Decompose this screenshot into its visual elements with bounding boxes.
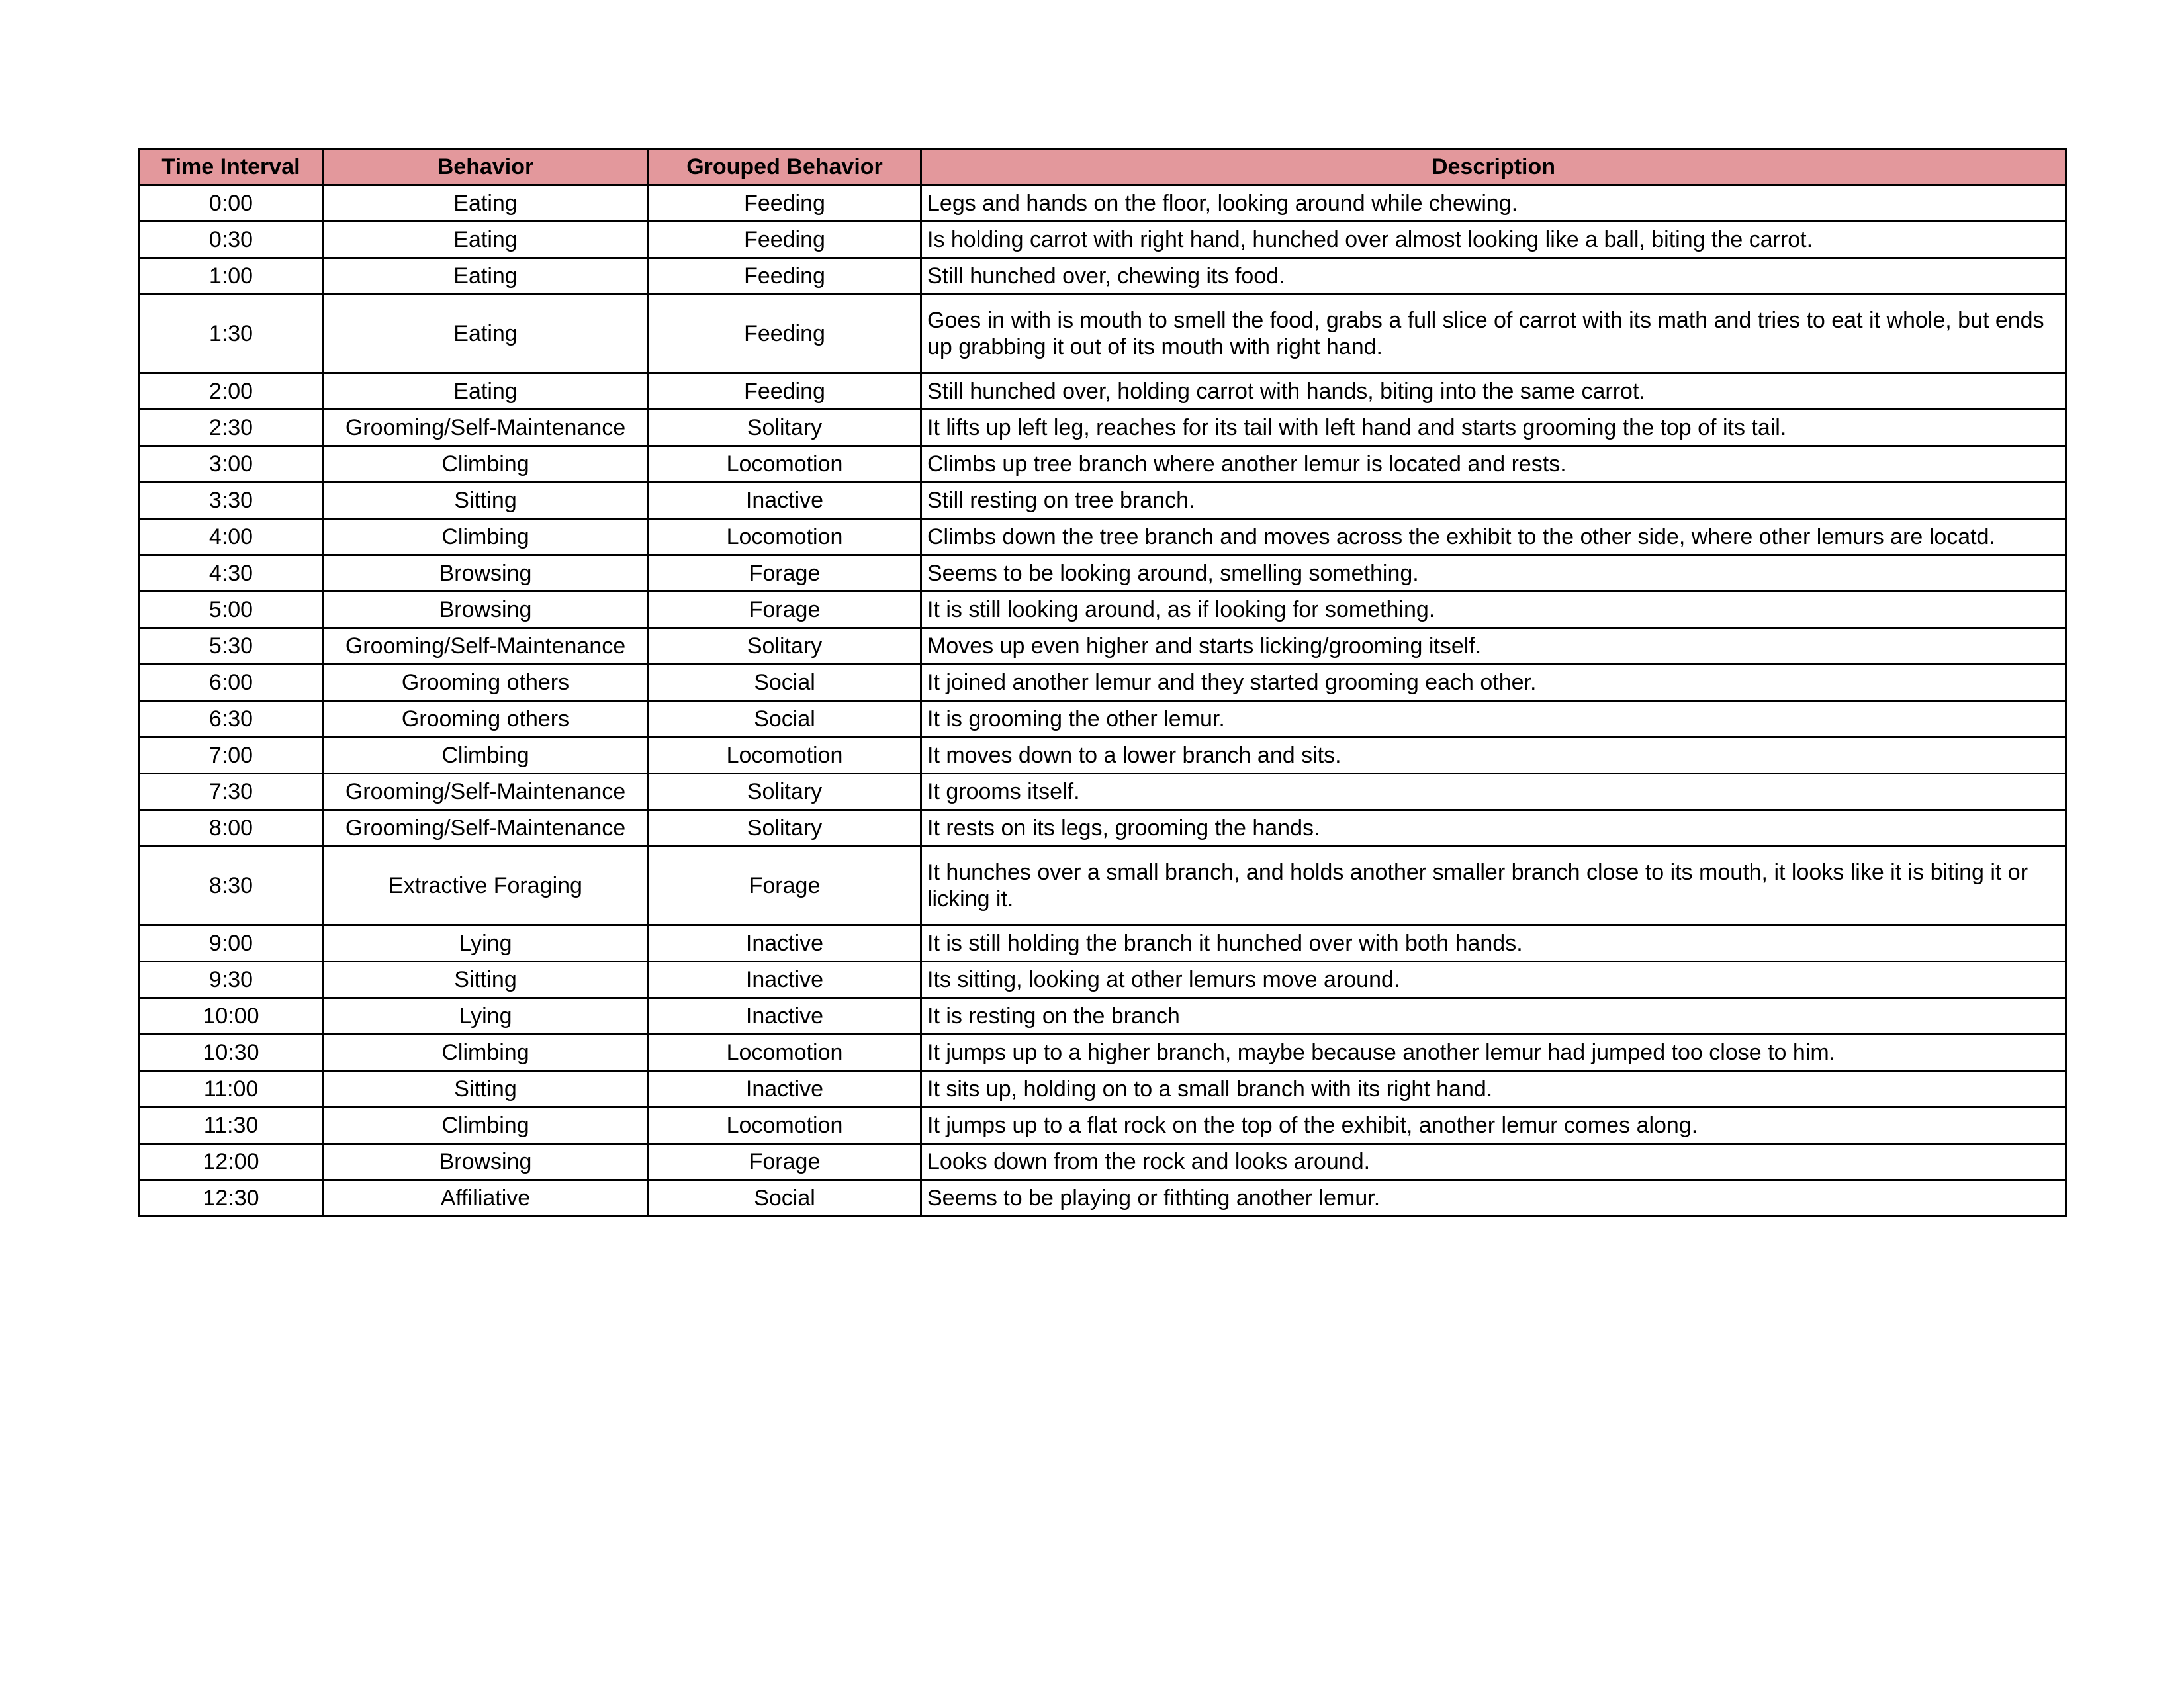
cell-behavior: Browsing <box>323 1144 649 1180</box>
cell-behavior: Browsing <box>323 592 649 628</box>
cell-behavior: Eating <box>323 222 649 258</box>
cell-behavior: Climbing <box>323 1107 649 1144</box>
header-behavior: Behavior <box>323 149 649 185</box>
cell-time: 2:30 <box>140 410 323 446</box>
cell-group: Inactive <box>649 925 921 962</box>
cell-time: 11:00 <box>140 1071 323 1107</box>
header-description: Description <box>921 149 2066 185</box>
cell-group: Feeding <box>649 185 921 222</box>
cell-time: 3:00 <box>140 446 323 483</box>
cell-time: 1:00 <box>140 258 323 295</box>
table-row <box>140 258 2066 295</box>
table-row <box>140 222 2066 258</box>
cell-group: Inactive <box>649 998 921 1035</box>
cell-group: Forage <box>649 592 921 628</box>
table-row <box>140 810 2066 847</box>
table-row <box>140 998 2066 1035</box>
cell-description: It is still looking around, as if looking for something. <box>921 592 2066 628</box>
cell-time: 1:30 <box>140 295 323 373</box>
cell-behavior: Eating <box>323 295 649 373</box>
cell-time: 8:30 <box>140 847 323 925</box>
cell-behavior: Grooming others <box>323 665 649 701</box>
cell-behavior: Climbing <box>323 446 649 483</box>
table-row <box>140 373 2066 410</box>
header-row <box>140 149 2066 185</box>
cell-behavior: Sitting <box>323 483 649 519</box>
cell-group: Forage <box>649 555 921 592</box>
cell-group: Forage <box>649 847 921 925</box>
cell-group: Social <box>649 665 921 701</box>
table-body <box>140 185 2066 1217</box>
cell-group: Locomotion <box>649 519 921 555</box>
cell-description: It joined another lemur and they started grooming each other. <box>921 665 2066 701</box>
cell-behavior: Eating <box>323 373 649 410</box>
cell-time: 8:00 <box>140 810 323 847</box>
table-row <box>140 1144 2066 1180</box>
cell-behavior: Climbing <box>323 737 649 774</box>
table-row <box>140 1107 2066 1144</box>
cell-time: 5:00 <box>140 592 323 628</box>
cell-group: Inactive <box>649 1071 921 1107</box>
cell-description: Seems to be looking around, smelling something. <box>921 555 2066 592</box>
cell-time: 4:00 <box>140 519 323 555</box>
cell-time: 6:00 <box>140 665 323 701</box>
cell-time: 11:30 <box>140 1107 323 1144</box>
cell-time: 12:00 <box>140 1144 323 1180</box>
table-row <box>140 925 2066 962</box>
table-row <box>140 628 2066 665</box>
cell-description: It lifts up left leg, reaches for its tail with left hand and starts grooming the top of its tail. <box>921 410 2066 446</box>
table-row <box>140 592 2066 628</box>
cell-description: Still hunched over, holding carrot with hands, biting into the same carrot. <box>921 373 2066 410</box>
table-row <box>140 483 2066 519</box>
behavior-table <box>138 148 2067 1217</box>
cell-group: Social <box>649 1180 921 1217</box>
table-row <box>140 1180 2066 1217</box>
cell-description: It moves down to a lower branch and sits. <box>921 737 2066 774</box>
table-row <box>140 410 2066 446</box>
cell-description: It hunches over a small branch, and holds another smaller branch close to its mouth, it looks like it is biting it or licking it. <box>921 847 2066 925</box>
cell-behavior: Sitting <box>323 1071 649 1107</box>
cell-group: Inactive <box>649 483 921 519</box>
cell-description: Still hunched over, chewing its food. <box>921 258 2066 295</box>
cell-time: 12:30 <box>140 1180 323 1217</box>
cell-time: 4:30 <box>140 555 323 592</box>
cell-description: It jumps up to a flat rock on the top of the exhibit, another lemur comes along. <box>921 1107 2066 1144</box>
cell-behavior: Climbing <box>323 519 649 555</box>
cell-group: Inactive <box>649 962 921 998</box>
cell-description: Looks down from the rock and looks around. <box>921 1144 2066 1180</box>
cell-behavior: Grooming/Self-Maintenance <box>323 810 649 847</box>
table-row <box>140 701 2066 737</box>
table-row <box>140 519 2066 555</box>
cell-behavior: Lying <box>323 925 649 962</box>
cell-group: Feeding <box>649 295 921 373</box>
cell-description: It jumps up to a higher branch, maybe because another lemur had jumped too close to him. <box>921 1035 2066 1071</box>
cell-behavior: Grooming/Self-Maintenance <box>323 774 649 810</box>
cell-behavior: Affiliative <box>323 1180 649 1217</box>
cell-group: Forage <box>649 1144 921 1180</box>
cell-time: 2:00 <box>140 373 323 410</box>
cell-description: Climbs down the tree branch and moves across the exhibit to the other side, where other lemurs are locatd. <box>921 519 2066 555</box>
cell-time: 0:30 <box>140 222 323 258</box>
cell-description: It rests on its legs, grooming the hands. <box>921 810 2066 847</box>
table-row <box>140 847 2066 925</box>
cell-group: Feeding <box>649 373 921 410</box>
table-row <box>140 737 2066 774</box>
table-row <box>140 1035 2066 1071</box>
cell-behavior: Eating <box>323 258 649 295</box>
cell-behavior: Sitting <box>323 962 649 998</box>
cell-group: Solitary <box>649 410 921 446</box>
table-row <box>140 295 2066 373</box>
cell-group: Locomotion <box>649 1107 921 1144</box>
cell-description: Seems to be playing or fithting another lemur. <box>921 1180 2066 1217</box>
cell-group: Locomotion <box>649 446 921 483</box>
header-grouped-behavior: Grouped Behavior <box>649 149 921 185</box>
cell-description: Legs and hands on the floor, looking around while chewing. <box>921 185 2066 222</box>
cell-behavior: Grooming/Self-Maintenance <box>323 410 649 446</box>
cell-group: Solitary <box>649 774 921 810</box>
cell-description: Climbs up tree branch where another lemur is located and rests. <box>921 446 2066 483</box>
cell-time: 0:00 <box>140 185 323 222</box>
cell-behavior: Grooming others <box>323 701 649 737</box>
table-row <box>140 446 2066 483</box>
cell-time: 9:00 <box>140 925 323 962</box>
cell-description: Still resting on tree branch. <box>921 483 2066 519</box>
cell-description: It sits up, holding on to a small branch with its right hand. <box>921 1071 2066 1107</box>
cell-behavior: Browsing <box>323 555 649 592</box>
cell-description: Is holding carrot with right hand, hunched over almost looking like a ball, biting the carrot. <box>921 222 2066 258</box>
cell-behavior: Lying <box>323 998 649 1035</box>
cell-description: It grooms itself. <box>921 774 2066 810</box>
cell-description: Moves up even higher and starts licking/grooming itself. <box>921 628 2066 665</box>
cell-behavior: Grooming/Self-Maintenance <box>323 628 649 665</box>
cell-time: 5:30 <box>140 628 323 665</box>
cell-description: Its sitting, looking at other lemurs move around. <box>921 962 2066 998</box>
cell-group: Solitary <box>649 628 921 665</box>
cell-time: 9:30 <box>140 962 323 998</box>
table-row <box>140 962 2066 998</box>
header-time-interval: Time Interval <box>140 149 323 185</box>
table-row <box>140 185 2066 222</box>
cell-description: Goes in with is mouth to smell the food, grabs a full slice of carrot with its math and tries to eat it whole, but ends up grabbing it out of its mouth with right hand. <box>921 295 2066 373</box>
table-row <box>140 555 2066 592</box>
cell-group: Social <box>649 701 921 737</box>
cell-time: 7:30 <box>140 774 323 810</box>
table-row <box>140 665 2066 701</box>
cell-group: Feeding <box>649 222 921 258</box>
cell-group: Locomotion <box>649 737 921 774</box>
cell-time: 6:30 <box>140 701 323 737</box>
cell-group: Locomotion <box>649 1035 921 1071</box>
cell-time: 10:30 <box>140 1035 323 1071</box>
cell-group: Feeding <box>649 258 921 295</box>
cell-time: 10:00 <box>140 998 323 1035</box>
cell-time: 7:00 <box>140 737 323 774</box>
cell-behavior: Climbing <box>323 1035 649 1071</box>
cell-behavior: Extractive Foraging <box>323 847 649 925</box>
cell-time: 3:30 <box>140 483 323 519</box>
cell-description: It is resting on the branch <box>921 998 2066 1035</box>
table-row <box>140 774 2066 810</box>
table-row <box>140 1071 2066 1107</box>
cell-description: It is grooming the other lemur. <box>921 701 2066 737</box>
cell-description: It is still holding the branch it hunched over with both hands. <box>921 925 2066 962</box>
cell-group: Solitary <box>649 810 921 847</box>
cell-behavior: Eating <box>323 185 649 222</box>
